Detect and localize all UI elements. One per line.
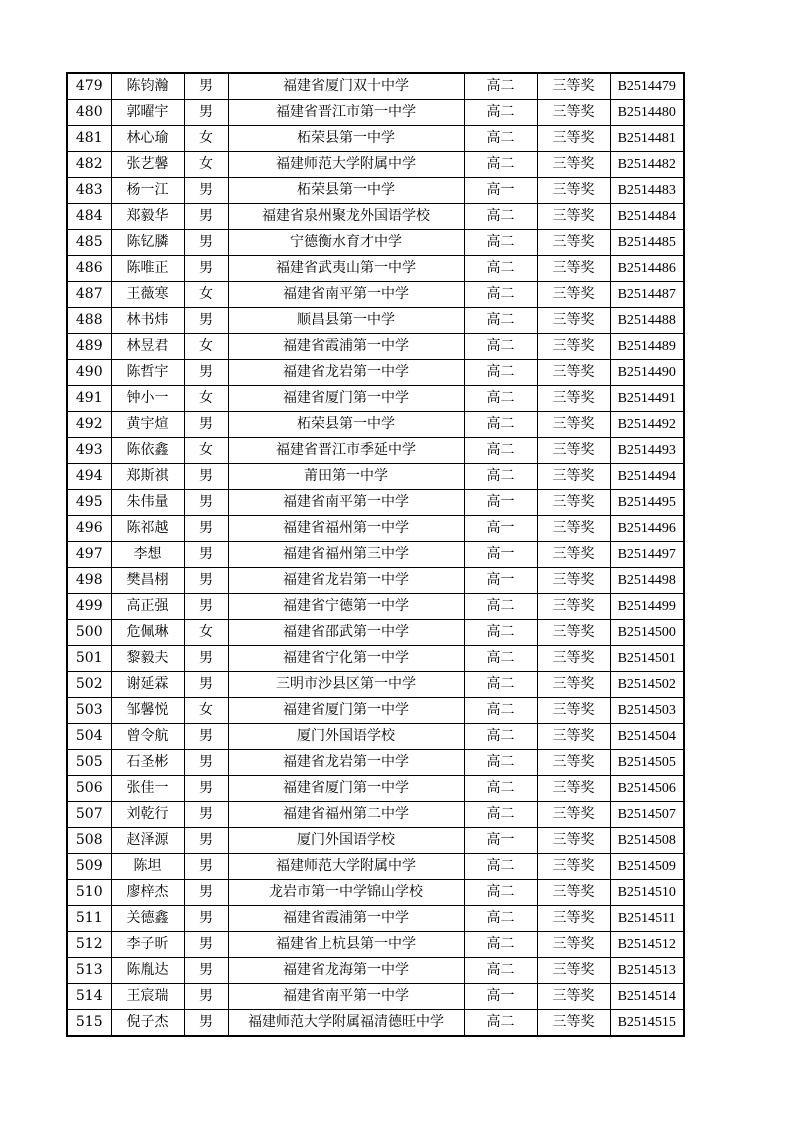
gender-cell: 女	[184, 334, 228, 360]
table-row	[67, 828, 684, 854]
school-cell: 福建省厦门第一中学	[228, 776, 464, 802]
grade-cell: 高二	[464, 880, 537, 906]
row-number-cell: 497	[67, 542, 111, 568]
grade-cell: 高二	[464, 73, 537, 100]
certificate-number-cell: B2514481	[610, 126, 684, 152]
certificate-number-cell: B2514500	[610, 620, 684, 646]
gender-cell: 男	[184, 204, 228, 230]
row-number-cell: 499	[67, 594, 111, 620]
student-name-cell: 郑毅华	[111, 204, 184, 230]
grade-cell: 高二	[464, 464, 537, 490]
student-name-cell: 曾令航	[111, 724, 184, 750]
school-cell: 福建省上杭县第一中学	[228, 932, 464, 958]
table-row	[67, 906, 684, 932]
student-name-cell: 陈胤达	[111, 958, 184, 984]
grade-cell: 高二	[464, 126, 537, 152]
table-row	[67, 438, 684, 464]
row-number-cell: 479	[67, 73, 111, 100]
grade-cell: 高二	[464, 386, 537, 412]
row-number-cell: 480	[67, 100, 111, 126]
table-row	[67, 204, 684, 230]
school-cell: 厦门外国语学校	[228, 828, 464, 854]
award-cell: 三等奖	[537, 256, 610, 282]
award-cell: 三等奖	[537, 906, 610, 932]
school-cell: 福建师范大学附属福清德旺中学	[228, 1010, 464, 1037]
certificate-number-cell: B2514515	[610, 1010, 684, 1037]
student-name-cell: 谢延霖	[111, 672, 184, 698]
certificate-number-cell: B2514510	[610, 880, 684, 906]
certificate-number-cell: B2514499	[610, 594, 684, 620]
certificate-number-cell: B2514504	[610, 724, 684, 750]
grade-cell: 高二	[464, 282, 537, 308]
gender-cell: 男	[184, 932, 228, 958]
school-cell: 福建省龙岩第一中学	[228, 750, 464, 776]
school-cell: 福建省厦门双十中学	[228, 73, 464, 100]
certificate-number-cell: B2514514	[610, 984, 684, 1010]
grade-cell: 高二	[464, 646, 537, 672]
row-number-cell: 490	[67, 360, 111, 386]
certificate-number-cell: B2514479	[610, 73, 684, 100]
school-cell: 福建省晋江市第一中学	[228, 100, 464, 126]
row-number-cell: 500	[67, 620, 111, 646]
row-number-cell: 481	[67, 126, 111, 152]
school-cell: 柘荣县第一中学	[228, 412, 464, 438]
table-row	[67, 308, 684, 334]
gender-cell: 男	[184, 750, 228, 776]
award-cell: 三等奖	[537, 594, 610, 620]
row-number-cell: 494	[67, 464, 111, 490]
gender-cell: 男	[184, 1010, 228, 1037]
grade-cell: 高二	[464, 360, 537, 386]
gender-cell: 男	[184, 490, 228, 516]
certificate-number-cell: B2514483	[610, 178, 684, 204]
row-number-cell: 489	[67, 334, 111, 360]
student-name-cell: 关德鑫	[111, 906, 184, 932]
table-row	[67, 776, 684, 802]
row-number-cell: 496	[67, 516, 111, 542]
certificate-number-cell: B2514492	[610, 412, 684, 438]
grade-cell: 高一	[464, 568, 537, 594]
certificate-number-cell: B2514501	[610, 646, 684, 672]
student-name-cell: 黎毅夫	[111, 646, 184, 672]
table-row	[67, 490, 684, 516]
table-row	[67, 100, 684, 126]
school-cell: 厦门外国语学校	[228, 724, 464, 750]
student-name-cell: 郭曜宇	[111, 100, 184, 126]
row-number-cell: 483	[67, 178, 111, 204]
row-number-cell: 501	[67, 646, 111, 672]
student-name-cell: 廖梓杰	[111, 880, 184, 906]
table-row	[67, 724, 684, 750]
certificate-number-cell: B2514482	[610, 152, 684, 178]
row-number-cell: 488	[67, 308, 111, 334]
row-number-cell: 487	[67, 282, 111, 308]
student-name-cell: 钟小一	[111, 386, 184, 412]
gender-cell: 男	[184, 308, 228, 334]
student-name-cell: 杨一江	[111, 178, 184, 204]
award-cell: 三等奖	[537, 984, 610, 1010]
award-cell: 三等奖	[537, 126, 610, 152]
grade-cell: 高二	[464, 776, 537, 802]
row-number-cell: 511	[67, 906, 111, 932]
table-row	[67, 568, 684, 594]
gender-cell: 男	[184, 828, 228, 854]
school-cell: 福建省南平第一中学	[228, 984, 464, 1010]
grade-cell: 高二	[464, 724, 537, 750]
award-cell: 三等奖	[537, 958, 610, 984]
school-cell: 福建省宁德第一中学	[228, 594, 464, 620]
student-name-cell: 张佳一	[111, 776, 184, 802]
student-name-cell: 陈钇膦	[111, 230, 184, 256]
grade-cell: 高二	[464, 802, 537, 828]
row-number-cell: 491	[67, 386, 111, 412]
student-name-cell: 王薇寒	[111, 282, 184, 308]
table-row	[67, 750, 684, 776]
certificate-number-cell: B2514490	[610, 360, 684, 386]
school-cell: 宁德衡水育才中学	[228, 230, 464, 256]
school-cell: 柘荣县第一中学	[228, 178, 464, 204]
table-row	[67, 802, 684, 828]
certificate-number-cell: B2514486	[610, 256, 684, 282]
row-number-cell: 510	[67, 880, 111, 906]
school-cell: 福建省龙岩第一中学	[228, 360, 464, 386]
table-row	[67, 542, 684, 568]
gender-cell: 男	[184, 776, 228, 802]
gender-cell: 男	[184, 230, 228, 256]
gender-cell: 男	[184, 100, 228, 126]
table-row	[67, 386, 684, 412]
award-cell: 三等奖	[537, 438, 610, 464]
grade-cell: 高二	[464, 1010, 537, 1037]
school-cell: 福建省邵武第一中学	[228, 620, 464, 646]
grade-cell: 高一	[464, 490, 537, 516]
table-row	[67, 958, 684, 984]
table-row	[67, 360, 684, 386]
award-cell: 三等奖	[537, 776, 610, 802]
certificate-number-cell: B2514488	[610, 308, 684, 334]
gender-cell: 女	[184, 126, 228, 152]
table-row	[67, 698, 684, 724]
grade-cell: 高二	[464, 204, 537, 230]
award-cell: 三等奖	[537, 672, 610, 698]
school-cell: 福建省厦门第一中学	[228, 386, 464, 412]
certificate-number-cell: B2514487	[610, 282, 684, 308]
certificate-number-cell: B2514511	[610, 906, 684, 932]
row-number-cell: 495	[67, 490, 111, 516]
gender-cell: 男	[184, 724, 228, 750]
grade-cell: 高二	[464, 594, 537, 620]
school-cell: 福建省泉州聚龙外国语学校	[228, 204, 464, 230]
grade-cell: 高二	[464, 334, 537, 360]
student-name-cell: 危佩琳	[111, 620, 184, 646]
certificate-number-cell: B2514506	[610, 776, 684, 802]
table-row	[67, 282, 684, 308]
certificate-number-cell: B2514489	[610, 334, 684, 360]
gender-cell: 男	[184, 854, 228, 880]
grade-cell: 高二	[464, 698, 537, 724]
gender-cell: 男	[184, 802, 228, 828]
school-cell: 顺昌县第一中学	[228, 308, 464, 334]
school-cell: 三明市沙县区第一中学	[228, 672, 464, 698]
certificate-number-cell: B2514513	[610, 958, 684, 984]
award-cell: 三等奖	[537, 334, 610, 360]
row-number-cell: 513	[67, 958, 111, 984]
row-number-cell: 502	[67, 672, 111, 698]
table-row	[67, 334, 684, 360]
table-row	[67, 932, 684, 958]
gender-cell: 女	[184, 698, 228, 724]
table-row	[67, 620, 684, 646]
school-cell: 福建省龙岩第一中学	[228, 568, 464, 594]
table-row	[67, 178, 684, 204]
award-cell: 三等奖	[537, 854, 610, 880]
certificate-number-cell: B2514480	[610, 100, 684, 126]
table-row	[67, 854, 684, 880]
student-name-cell: 林心瑜	[111, 126, 184, 152]
grade-cell: 高一	[464, 828, 537, 854]
gender-cell: 男	[184, 958, 228, 984]
certificate-number-cell: B2514502	[610, 672, 684, 698]
award-cell: 三等奖	[537, 308, 610, 334]
student-name-cell: 李想	[111, 542, 184, 568]
school-cell: 福建省福州第三中学	[228, 542, 464, 568]
gender-cell: 男	[184, 516, 228, 542]
grade-cell: 高二	[464, 308, 537, 334]
student-name-cell: 刘乾行	[111, 802, 184, 828]
certificate-number-cell: B2514493	[610, 438, 684, 464]
award-cell: 三等奖	[537, 464, 610, 490]
row-number-cell: 514	[67, 984, 111, 1010]
student-name-cell: 陈依鑫	[111, 438, 184, 464]
school-cell: 柘荣县第一中学	[228, 126, 464, 152]
school-cell: 福建省福州第二中学	[228, 802, 464, 828]
table-row	[67, 594, 684, 620]
gender-cell: 男	[184, 594, 228, 620]
grade-cell: 高二	[464, 230, 537, 256]
award-table-body	[67, 73, 684, 1036]
school-cell: 福建省龙海第一中学	[228, 958, 464, 984]
table-row	[67, 152, 684, 178]
award-cell: 三等奖	[537, 490, 610, 516]
grade-cell: 高二	[464, 620, 537, 646]
student-name-cell: 林昱君	[111, 334, 184, 360]
award-cell: 三等奖	[537, 750, 610, 776]
gender-cell: 男	[184, 412, 228, 438]
student-name-cell: 樊昌栩	[111, 568, 184, 594]
grade-cell: 高一	[464, 516, 537, 542]
award-cell: 三等奖	[537, 1010, 610, 1037]
grade-cell: 高一	[464, 178, 537, 204]
grade-cell: 高二	[464, 906, 537, 932]
row-number-cell: 485	[67, 230, 111, 256]
award-cell: 三等奖	[537, 282, 610, 308]
row-number-cell: 506	[67, 776, 111, 802]
gender-cell: 女	[184, 620, 228, 646]
row-number-cell: 505	[67, 750, 111, 776]
school-cell: 福建省南平第一中学	[228, 282, 464, 308]
gender-cell: 男	[184, 568, 228, 594]
student-name-cell: 李子昕	[111, 932, 184, 958]
student-name-cell: 陈唯正	[111, 256, 184, 282]
table-row	[67, 256, 684, 282]
award-cell: 三等奖	[537, 386, 610, 412]
table-row	[67, 73, 684, 100]
student-name-cell: 郑斯祺	[111, 464, 184, 490]
gender-cell: 女	[184, 152, 228, 178]
gender-cell: 女	[184, 438, 228, 464]
row-number-cell: 492	[67, 412, 111, 438]
school-cell: 莆田第一中学	[228, 464, 464, 490]
table-row	[67, 464, 684, 490]
row-number-cell: 493	[67, 438, 111, 464]
table-row	[67, 412, 684, 438]
grade-cell: 高二	[464, 152, 537, 178]
student-name-cell: 黄宇煊	[111, 412, 184, 438]
grade-cell: 高二	[464, 672, 537, 698]
gender-cell: 女	[184, 386, 228, 412]
grade-cell: 高二	[464, 100, 537, 126]
award-cell: 三等奖	[537, 880, 610, 906]
certificate-number-cell: B2514491	[610, 386, 684, 412]
row-number-cell: 486	[67, 256, 111, 282]
certificate-number-cell: B2514498	[610, 568, 684, 594]
student-name-cell: 朱伟量	[111, 490, 184, 516]
grade-cell: 高一	[464, 984, 537, 1010]
student-name-cell: 高正强	[111, 594, 184, 620]
row-number-cell: 504	[67, 724, 111, 750]
gender-cell: 男	[184, 542, 228, 568]
grade-cell: 高二	[464, 256, 537, 282]
award-cell: 三等奖	[537, 412, 610, 438]
student-name-cell: 陈坦	[111, 854, 184, 880]
certificate-number-cell: B2514507	[610, 802, 684, 828]
award-cell: 三等奖	[537, 542, 610, 568]
award-cell: 三等奖	[537, 73, 610, 100]
award-cell: 三等奖	[537, 178, 610, 204]
award-cell: 三等奖	[537, 100, 610, 126]
gender-cell: 男	[184, 880, 228, 906]
award-cell: 三等奖	[537, 230, 610, 256]
certificate-number-cell: B2514495	[610, 490, 684, 516]
award-cell: 三等奖	[537, 516, 610, 542]
table-row	[67, 126, 684, 152]
award-cell: 三等奖	[537, 620, 610, 646]
school-cell: 福建省晋江市季延中学	[228, 438, 464, 464]
grade-cell: 高二	[464, 854, 537, 880]
school-cell: 福建省南平第一中学	[228, 490, 464, 516]
gender-cell: 男	[184, 256, 228, 282]
award-cell: 三等奖	[537, 724, 610, 750]
award-table	[66, 72, 685, 1037]
gender-cell: 男	[184, 178, 228, 204]
gender-cell: 男	[184, 672, 228, 698]
certificate-number-cell: B2514484	[610, 204, 684, 230]
table-row	[67, 1010, 684, 1037]
award-cell: 三等奖	[537, 646, 610, 672]
row-number-cell: 503	[67, 698, 111, 724]
student-name-cell: 陈哲宇	[111, 360, 184, 386]
student-name-cell: 倪子杰	[111, 1010, 184, 1037]
gender-cell: 男	[184, 360, 228, 386]
student-name-cell: 邹馨悦	[111, 698, 184, 724]
row-number-cell: 498	[67, 568, 111, 594]
table-row	[67, 646, 684, 672]
certificate-number-cell: B2514508	[610, 828, 684, 854]
gender-cell: 男	[184, 73, 228, 100]
table-row	[67, 880, 684, 906]
gender-cell: 男	[184, 906, 228, 932]
award-cell: 三等奖	[537, 360, 610, 386]
student-name-cell: 石圣彬	[111, 750, 184, 776]
certificate-number-cell: B2514485	[610, 230, 684, 256]
row-number-cell: 515	[67, 1010, 111, 1037]
student-name-cell: 张艺馨	[111, 152, 184, 178]
gender-cell: 男	[184, 646, 228, 672]
student-name-cell: 王宸瑞	[111, 984, 184, 1010]
certificate-number-cell: B2514505	[610, 750, 684, 776]
award-list-page	[66, 72, 685, 1037]
gender-cell: 女	[184, 282, 228, 308]
grade-cell: 高二	[464, 958, 537, 984]
grade-cell: 高二	[464, 438, 537, 464]
award-cell: 三等奖	[537, 698, 610, 724]
grade-cell: 高一	[464, 542, 537, 568]
certificate-number-cell: B2514494	[610, 464, 684, 490]
certificate-number-cell: B2514512	[610, 932, 684, 958]
certificate-number-cell: B2514503	[610, 698, 684, 724]
school-cell: 福建省宁化第一中学	[228, 646, 464, 672]
student-name-cell: 林书炜	[111, 308, 184, 334]
row-number-cell: 482	[67, 152, 111, 178]
award-cell: 三等奖	[537, 932, 610, 958]
school-cell: 福建师范大学附属中学	[228, 152, 464, 178]
grade-cell: 高二	[464, 932, 537, 958]
table-row	[67, 516, 684, 542]
grade-cell: 高二	[464, 412, 537, 438]
school-cell: 福建省福州第一中学	[228, 516, 464, 542]
certificate-number-cell: B2514509	[610, 854, 684, 880]
row-number-cell: 512	[67, 932, 111, 958]
gender-cell: 男	[184, 464, 228, 490]
certificate-number-cell: B2514497	[610, 542, 684, 568]
award-cell: 三等奖	[537, 152, 610, 178]
table-row	[67, 984, 684, 1010]
award-cell: 三等奖	[537, 568, 610, 594]
award-cell: 三等奖	[537, 828, 610, 854]
row-number-cell: 507	[67, 802, 111, 828]
award-cell: 三等奖	[537, 204, 610, 230]
school-cell: 福建省霞浦第一中学	[228, 334, 464, 360]
school-cell: 福建省武夷山第一中学	[228, 256, 464, 282]
student-name-cell: 陈祁越	[111, 516, 184, 542]
grade-cell: 高二	[464, 750, 537, 776]
award-cell: 三等奖	[537, 802, 610, 828]
gender-cell: 男	[184, 984, 228, 1010]
certificate-number-cell: B2514496	[610, 516, 684, 542]
table-row	[67, 230, 684, 256]
row-number-cell: 508	[67, 828, 111, 854]
student-name-cell: 陈钧瀚	[111, 73, 184, 100]
school-cell: 福建省霞浦第一中学	[228, 906, 464, 932]
row-number-cell: 509	[67, 854, 111, 880]
school-cell: 福建省厦门第一中学	[228, 698, 464, 724]
table-row	[67, 672, 684, 698]
student-name-cell: 赵泽源	[111, 828, 184, 854]
row-number-cell: 484	[67, 204, 111, 230]
school-cell: 龙岩市第一中学锦山学校	[228, 880, 464, 906]
school-cell: 福建师范大学附属中学	[228, 854, 464, 880]
